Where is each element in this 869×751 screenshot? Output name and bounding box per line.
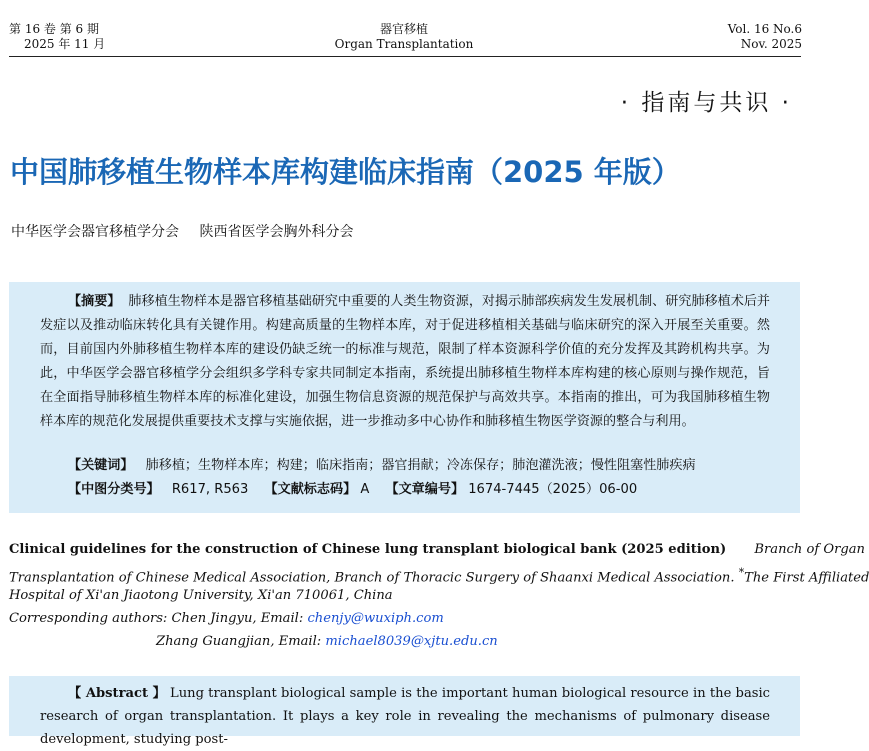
english-title: Clinical guidelines for the construction of Chinese lung transplant biological bank (2025 edition) [9, 542, 727, 557]
abstract-label: 【 Abstract 】 [68, 686, 166, 701]
abstract-label: 【摘要】 [68, 294, 121, 309]
volume-issue-en: Vol. 16 No.6 [727, 22, 802, 36]
corresponding-author-2 [156, 630, 498, 653]
issue-date-en: Nov. 2025 [740, 37, 802, 51]
journal-name [0, 22, 808, 52]
corresponding-label: Corresponding authors: Chen Jingyu, Email: [9, 611, 304, 626]
section-label: · 指南与共识 · [620, 90, 792, 116]
journal-name-en: Organ Transplantation [334, 37, 474, 51]
volume-issue: 第 16 卷 第 6 期 [9, 22, 99, 36]
classification-row [68, 478, 637, 502]
author-org: 陕西省医学会胸外科分会 [199, 224, 354, 240]
doc-code-label: 【文献标志码】 [264, 482, 357, 497]
corresponding-author-1 [9, 607, 444, 630]
journal-volume-en [728, 22, 802, 52]
author-org: 中华医学会器官移植学分会 [11, 224, 179, 240]
article-no-label: 【文章编号】 [385, 482, 465, 497]
paper-title: 中国肺移植生物样本库构建临床指南（2025 年版） [10, 155, 681, 189]
corresponding-label: Zhang Guangjian, Email: [156, 634, 322, 649]
chinese-abstract [40, 290, 770, 434]
clc-value: R617, R563 [171, 482, 249, 497]
header-rule [9, 56, 801, 57]
abstract-text: 肺移植生物样本是器官移植基础研究中重要的人类生物资源，对揭示肺部疾病发生发展机制、研究肺移植术后并发症以及推动临床转化具有关键作用。构建高质量的生物样本库，对于促进移植相关基础与临床研究的深入开展至关重要。然而，目前国内外肺移植生物样本库的建设仍缺乏统一的标准与规范，限制了样本资源科学价值的充分发挥及其跨机构共享。为此，中华医学会器官移植学分会组织多学科专家共同制定本指南，系统提出肺移植生物样本库构建的核心原则与操作规范，旨在全面指导肺移植生物样本库的标准化建设，加强生物信息资源的规范保护与高效共享。本指南的推出，可为我国肺移植生物样本库的规范化发展提供重要技术支撑与实施依据，进一步推动多中心协作和肺移植生物医学资源的整合与利用。 [40, 294, 771, 429]
author-organizations [11, 222, 353, 242]
keywords-row [68, 454, 696, 478]
affiliation-part: Branch of Organ [754, 542, 865, 557]
article-no-value: 1674-7445（2025）06-00 [468, 482, 638, 497]
affiliation-address: Hospital of Xi'an Jiaotong University, Xi'an 710061, China [9, 588, 393, 603]
abstract-text: Lung transplant biological sample is the important human biological resource in the basic research of organ transplantation. It plays a key role in revealing the mechanisms of pulmonary disease development, studying post- [40, 686, 770, 747]
clc-label: 【中图分类号】 [68, 482, 160, 497]
affiliation-hospital: The First Affiliated [744, 570, 869, 586]
english-title-line [9, 538, 865, 561]
doc-code-value: A [360, 482, 370, 497]
email-link[interactable]: michael8039@xjtu.edu.cn [325, 634, 498, 649]
issue-date: 2025 年 11 月 [24, 37, 106, 51]
affiliation-text: Transplantation of Chinese Medical Association, Branch of Thoracic Surgery of Shaanxi Medical Association. [9, 570, 735, 586]
keywords: 肺移植；生物样本库；构建；临床指南；器官捐献；冷冻保存；肺泡灌洗液；慢性阻塞性肺疾病 [145, 458, 696, 473]
keywords-label: 【关键词】 [68, 458, 134, 473]
affiliation-mark: * [738, 566, 745, 579]
email-link[interactable]: chenjy@wuxiph.com [307, 611, 444, 626]
journal-name-cn: 器官移植 [379, 22, 428, 36]
english-abstract [40, 682, 770, 751]
